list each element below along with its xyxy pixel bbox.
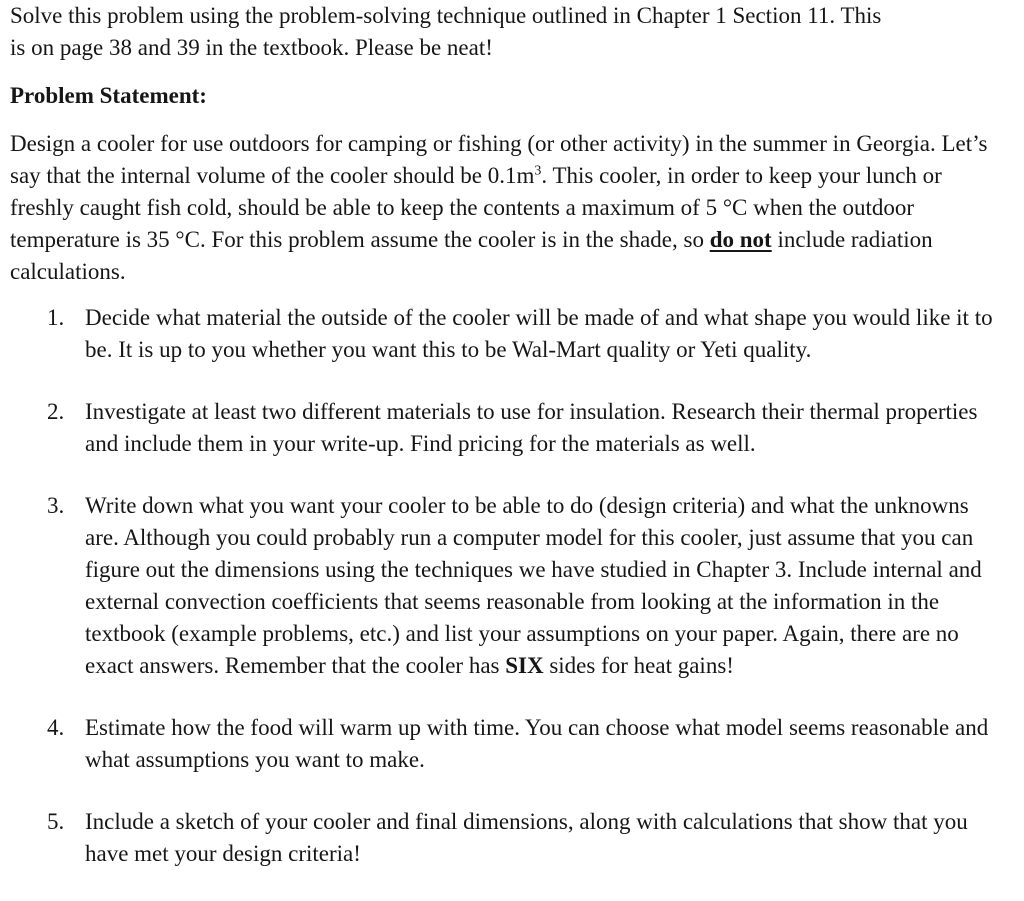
steps-list	[10, 302, 1005, 870]
step-text: Investigate at least two different materials to use for insulation. Research their thermal properties and include them in your write-up. Find pricing for the materials as well.	[85, 399, 978, 456]
statement-text-part-1: Design a cooler for use outdoors for camping or fishing (or other activity) in the summer in Georgia. Let’s say that the internal volume of the cooler should be 0.1m	[10, 131, 988, 188]
step-text: Decide what material the outside of the cooler will be made of and what shape you would like it to be. It is up to you whether you want this to be Wal-Mart quality or Yeti quality.	[85, 305, 993, 362]
instructions-line-1: Solve this problem using the problem-solving technique outlined in Chapter 1 Section 11. This	[10, 3, 882, 28]
list-item	[10, 490, 1005, 682]
step-number: 1.	[47, 305, 65, 330]
list-item	[10, 806, 1005, 870]
document-page	[10, 0, 1005, 900]
step-emphasis-six: SIX	[505, 653, 544, 678]
step-text: Estimate how the food will warm up with time. You can choose what model seems reasonable and what assumptions you want to make.	[85, 715, 989, 772]
statement-text-part-2: . This cooler, in order to keep your lunch or freshly caught fish cold, should be able to keep the contents a maximum of 5 °C when the outdoor temperature is 35 °C. For this problem assume the cooler is in the shade, so	[10, 163, 942, 252]
list-item	[10, 302, 1005, 366]
step-number: 5.	[47, 809, 65, 834]
step-number: 4.	[47, 715, 65, 740]
list-item	[10, 712, 1005, 776]
step-number: 2.	[47, 399, 65, 424]
list-item	[10, 396, 1005, 460]
step-number: 3.	[47, 493, 65, 518]
step-text-after: sides for heat gains!	[543, 653, 734, 678]
statement-exponent: 3	[534, 163, 542, 179]
step-text: Include a sketch of your cooler and final dimensions, along with calculations that show that you have met your design criteria!	[85, 809, 968, 866]
instructions-paragraph	[10, 0, 1005, 64]
problem-statement-paragraph	[10, 128, 1005, 288]
statement-emphasis-do-not: do not	[709, 227, 772, 252]
step-text: Write down what you want your cooler to be able to do (design criteria) and what the unknowns are. Although you could probably run a computer model for this cooler, just assume that you can figure out the dimensions using the techniques we have studied in Chapter 3. Include internal and external convection coefficients that seems reasonable from looking at the information in the textbook (example problems, etc.) and list your assumptions on your paper. Again, there are no exact answers. Remember that the cooler has	[85, 493, 982, 678]
statement-text-part-3: include radiation calculations.	[10, 227, 933, 284]
problem-statement-heading: Problem Statement:	[10, 83, 207, 108]
instructions-line-2: is on page 38 and 39 in the textbook. Please be neat!	[10, 35, 493, 60]
